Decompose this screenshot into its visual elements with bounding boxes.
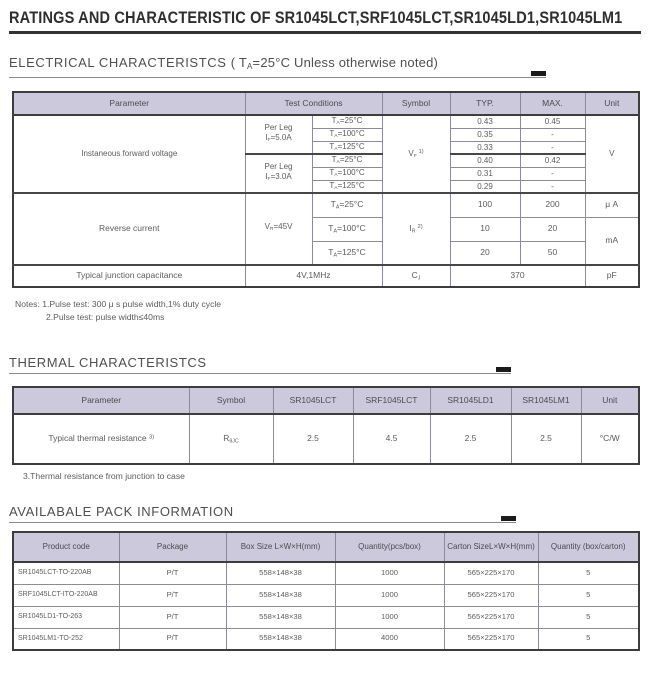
pack-heading-text: AVAILABALE PACK INFORMATION [9,504,234,519]
electrical-characteristics-table [12,91,640,288]
qty-box: 1000 [335,584,444,606]
qty-carton: 5 [538,628,639,650]
section-pack-information [9,503,641,523]
unit-cell: pF [585,265,639,287]
col-header-sr1045lm1: SR1045LM1 [511,387,581,414]
max-value: 0.42 [520,154,585,167]
section-electrical-characteristics [9,54,641,78]
table-row [13,628,639,650]
pack-information-table [12,531,640,651]
max-value: 0.45 [520,115,585,128]
box-size: 558×148×38 [226,584,335,606]
table-row [13,115,639,128]
col-header-parameter: Parameter [13,92,245,115]
symbol-cell: $V_F^{1)}$ [382,115,450,193]
col-header-unit: Unit [581,387,639,414]
col-header-qty-box: Quantity(pcs/box) [335,532,444,562]
condition-cell: 4V,1MHz [245,265,382,287]
col-header-parameter: Parameter [13,387,189,414]
temp-condition-cell: $T_A=125^\circ C$ [312,180,382,193]
value-sr1045lct: 2.5 [273,414,353,464]
table-row [13,562,639,584]
temp-condition-cell: $T_A=100^\circ C$ [312,167,382,180]
notes-label: Notes: [15,299,40,309]
carton-size: 565×225×170 [444,628,538,650]
max-value: 200 [520,193,585,217]
typ-value: 0.33 [450,141,520,154]
typ-value: 0.29 [450,180,520,193]
electrical-heading-text: ELECTRICAL CHARACTERISTCS [9,55,227,70]
col-header-product-code: Product code [13,532,119,562]
unit-cell: °C/W [581,414,639,464]
section-end-mark [501,516,516,521]
temp-condition-cell: $T_A=100^\circ C$ [312,128,382,141]
note-line-2: 2.Pulse test: pulse width≤40ms [46,312,165,322]
symbol-cell: $R_{\theta JC}$ [189,414,273,464]
doc-title [9,9,641,34]
typ-value: 0.40 [450,154,520,167]
col-header-max: MAX. [520,92,585,115]
col-header-symbol: Symbol [382,92,450,115]
product-code: SRF1045LCT-ITO-220AB [13,584,119,606]
max-value: 50 [520,241,585,265]
max-value: - [520,180,585,193]
product-code: SR1045LCT-TO-220AB [13,562,119,584]
col-header-sr1045lct: SR1045LCT [273,387,353,414]
max-value: - [520,141,585,154]
col-header-symbol: Symbol [189,387,273,414]
temp-condition-cell: $T_A=25^\circ C$ [312,193,382,217]
value-sr1045lm1: 2.5 [511,414,581,464]
table-row [13,265,639,287]
electrical-heading-note: ( $T_A=25^\circ C$ Unless otherwise noted) [230,55,439,71]
typ-value: 0.35 [450,128,520,141]
section-rule [9,522,516,523]
package: P/T [119,584,226,606]
thermal-heading-text: THERMAL CHARACTERISTCS [9,355,207,370]
max-value: - [520,167,585,180]
col-header-qty-carton: Quantity (box/carton) [538,532,639,562]
parameter-cell: Instaneous forward voltage [13,115,245,193]
carton-size: 565×225×170 [444,606,538,628]
carton-size: 565×225×170 [444,584,538,606]
condition-cell: $V_R=45V$ [245,193,312,265]
package: P/T [119,562,226,584]
parameter-cell: Typical thermal resistance $^{3)}$ [13,414,189,464]
col-header-typ: TYP. [450,92,520,115]
section-heading [9,503,641,520]
qty-carton: 5 [538,584,639,606]
symbol-cell: $C_J$ [382,265,450,287]
section-heading [9,54,641,75]
package: P/T [119,628,226,650]
table-row [13,584,639,606]
condition-leg1-cell: Per Leg $I_F=5.0A$ [245,115,312,154]
box-size: 558×148×38 [226,628,335,650]
temp-condition-cell: $T_A=125^\circ C$ [312,141,382,154]
qty-carton: 5 [538,606,639,628]
unit-cell: μ A [585,193,639,217]
qty-box: 4000 [335,628,444,650]
electrical-header-row [13,92,639,115]
col-header-srf1045lct: SRF1045LCT [353,387,430,414]
thermal-header-row [13,387,639,414]
condition-leg2-cell: Per Leg $I_F=3.0A$ [245,154,312,193]
col-header-unit: Unit [585,92,639,115]
box-size: 558×148×38 [226,562,335,584]
value-srf1045lct: 4.5 [353,414,430,464]
doc-title-text: RATINGS AND CHARACTERISTIC OF SR1045LCT,SRF1045LCT,SR1045LD1,SR1045LM1 [9,9,623,27]
typ-value: 0.43 [450,115,520,128]
product-code: SR1045LD1-TO-263 [13,606,119,628]
unit-cell: V [585,115,639,193]
typ-value: 100 [450,193,520,217]
value-sr1045ld1: 2.5 [430,414,511,464]
section-thermal-characteristics [9,354,641,374]
thermal-note: 3.Thermal resistance from junction to case [23,471,185,481]
col-header-test-conditions: Test Conditions [245,92,382,115]
qty-box: 1000 [335,606,444,628]
section-rule [9,77,546,78]
typ-max-value: 370 [450,265,585,287]
col-header-sr1045ld1: SR1045LD1 [430,387,511,414]
typ-value: 20 [450,241,520,265]
package: P/T [119,606,226,628]
table-row [13,193,639,217]
section-end-mark [496,367,511,372]
table-row [13,414,639,464]
note-line-1: Notes: 1.Pulse test: 300 μ s pulse width,1% duty cycle [15,299,222,309]
typ-value: 0.31 [450,167,520,180]
box-size: 558×148×38 [226,606,335,628]
parameter-cell: Reverse current [13,193,245,265]
col-header-package: Package [119,532,226,562]
col-header-box-size: Box Size L×W×H(mm) [226,532,335,562]
qty-carton: 5 [538,562,639,584]
electrical-notes [15,298,641,324]
temp-condition-cell: $T_A=125^\circ C$ [312,241,382,265]
temp-condition-cell: $T_A=100^\circ C$ [312,217,382,241]
max-value: 20 [520,217,585,241]
unit-cell: mA [585,217,639,265]
thermal-characteristics-table [12,386,640,465]
parameter-cell: Typical junction capacitance [13,265,245,287]
pack-header-row [13,532,639,562]
section-end-mark [531,71,546,76]
carton-size: 565×225×170 [444,562,538,584]
temp-condition-cell: $T_A=25^\circ C$ [312,154,382,167]
section-rule [9,373,511,374]
product-code: SR1045LM1-TO-252 [13,628,119,650]
qty-box: 1000 [335,562,444,584]
typ-value: 10 [450,217,520,241]
section-heading [9,354,641,371]
symbol-cell: $I_R^{2)}$ [382,193,450,265]
col-header-carton-size: Carton SizeL×W×H(mm) [444,532,538,562]
table-row [13,606,639,628]
temp-condition-cell: $T_A=25^\circ C$ [312,115,382,128]
max-value: - [520,128,585,141]
